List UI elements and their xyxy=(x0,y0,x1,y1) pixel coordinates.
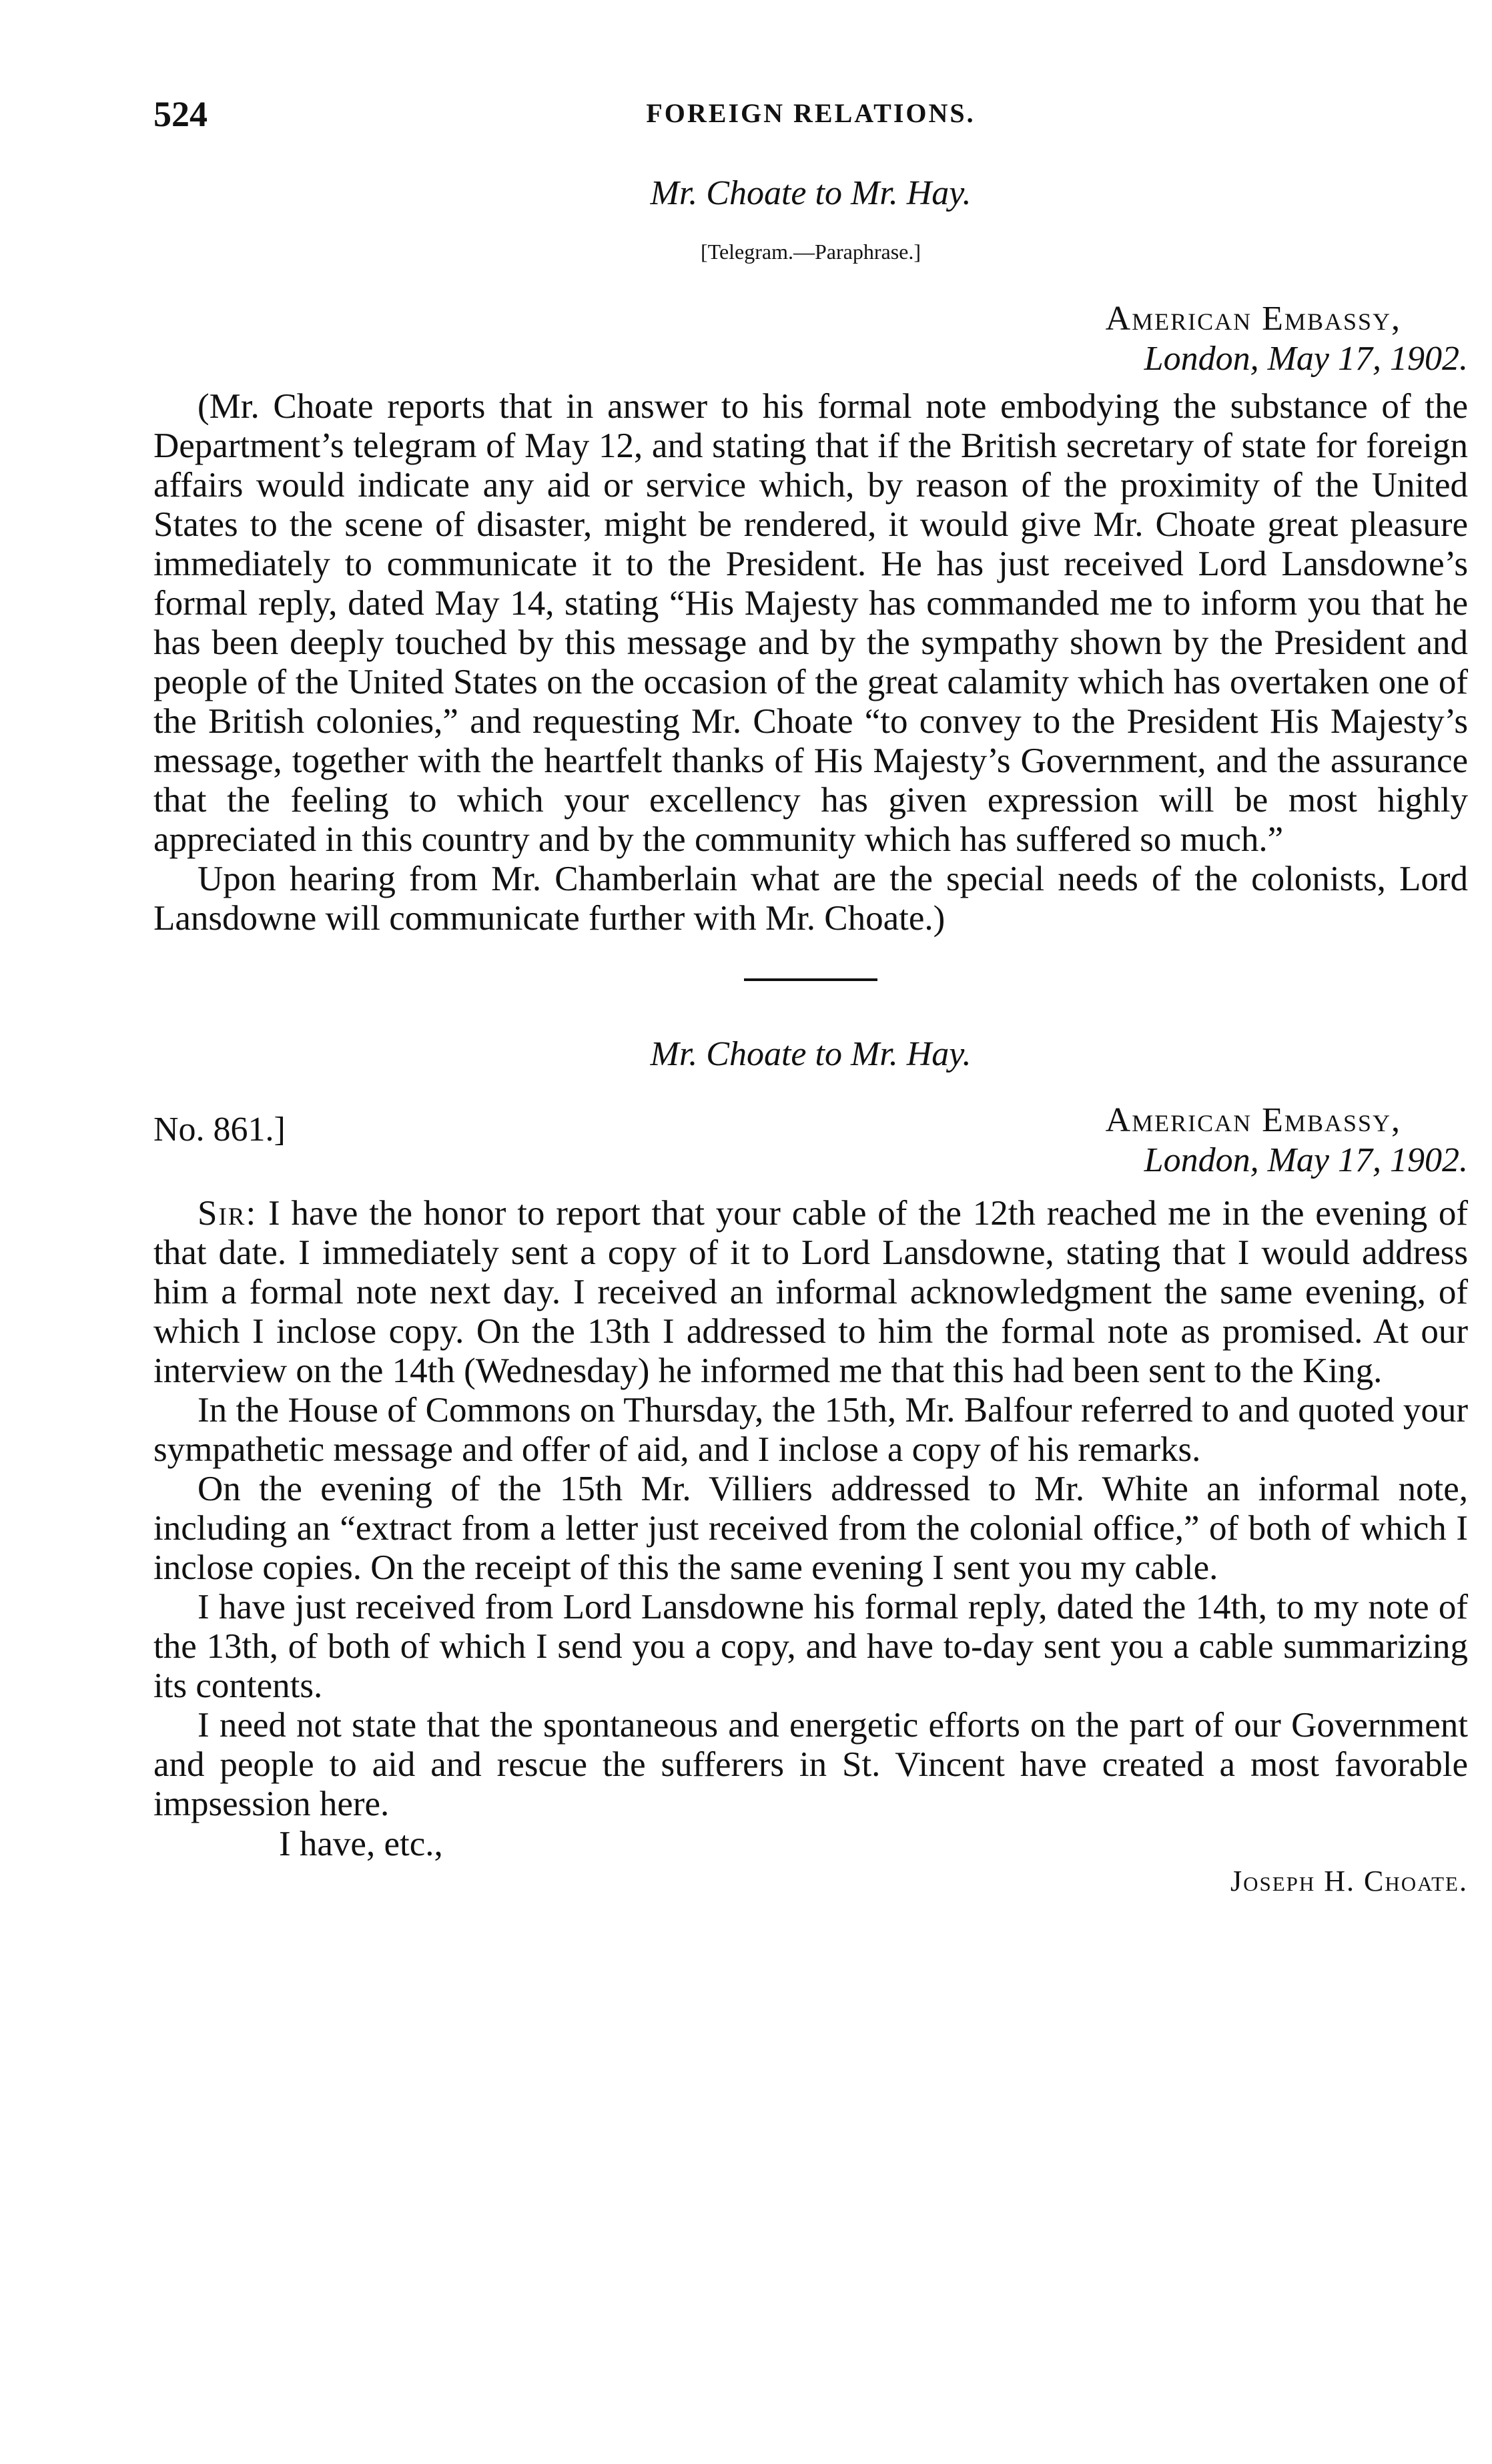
running-title: FOREIGN RELATIONS. xyxy=(646,98,976,128)
text-column xyxy=(153,93,1468,1898)
page-number: 524 xyxy=(153,94,208,134)
doc1-sender: American Embassy, xyxy=(1105,300,1401,338)
doc2-paragraph: I need not state that the spontaneous and energetic efforts on the part of our Government and people to aid and rescue the sufferers in St. Vincent have created a most favorable impsession here. xyxy=(153,1706,1468,1823)
doc2-first-paragraph-text: I have the honor to report that your cable of the 12th reached me in the evening of that date. I immediately sent a copy of it to Lord Lansdowne, stating that I would address him a formal note next day. I received an informal acknowledgment the same evening, of which I inclose copy. On the 13th I addressed to him the formal note as promised. At our interview on the 14th (Wednesday) he informed me that this had been sent to the King. xyxy=(153,1194,1468,1390)
doc2-body xyxy=(153,1194,1468,1824)
doc2-paragraph: I have just received from Lord Lansdowne his formal reply, dated the 14th, to my note of the 13th, of both of which I send you a copy, and have to-day sent you a cable summarizing its contents. xyxy=(153,1588,1468,1705)
doc1-paragraph: (Mr. Choate reports that in answer to his formal note embodying the substance of the Department’s telegram of May 12, and stating that if the British secretary of state for foreign affairs would indicate any aid or service which, by reason of the proximity of the United States to the scene of disaster, might be rendered, it would give Mr. Choate great pleasure immediately to communicate it to the President. He has just received Lord Lansdowne’s formal reply, dated May 14, stating “His Majesty has commanded me to inform you that he has been deeply touched by this message and by the sympathy shown by the President and people of the United States on the occasion of the great calamity which has overtaken one of the British colonies,” and requesting Mr. Choate “to convey to the President His Majesty’s message, together with the heartfelt thanks of His Majesty’s Government, and the assurance that the feeling to which your excellency has given expression will be most highly appreciated in this country and by the community which has suffered so much.” xyxy=(153,387,1468,859)
doc2-sender: American Embassy, xyxy=(1105,1101,1401,1139)
doc2-signature: Joseph H. Choate. xyxy=(1230,1865,1468,1897)
section-divider xyxy=(744,978,877,981)
doc2-header-row xyxy=(153,1101,1468,1181)
running-head xyxy=(153,93,1468,133)
doc2-paragraph: On the evening of the 15th Mr. Villiers addressed to Mr. White an informal note, including an “extract from a letter just received from the colonial office,” of both of which I inclose copies. On the receipt of this the same evening I sent you my cable. xyxy=(153,1470,1468,1587)
doc2-heading: Mr. Choate to Mr. Hay. xyxy=(650,1035,972,1073)
doc1-dateline xyxy=(153,299,1468,379)
doc2-salutation: Sir: xyxy=(198,1194,258,1233)
doc2-number: No. 861.] xyxy=(153,1111,286,1149)
doc2-closing: I have, etc., xyxy=(279,1825,443,1863)
doc2-dateline xyxy=(1106,1101,1468,1181)
doc1-note: [Telegram.—Paraphrase.] xyxy=(700,240,921,264)
doc2-paragraph: In the House of Commons on Thursday, the 15th, Mr. Balfour referred to and quoted your sympathetic message and offer of aid, and I inclose a copy of his remarks. xyxy=(153,1391,1468,1469)
doc1-heading: Mr. Choate to Mr. Hay. xyxy=(650,174,972,212)
doc2-first-paragraph xyxy=(153,1194,1468,1391)
doc2-place: London, May 17, 1902. xyxy=(1144,1141,1468,1179)
doc1-place: London, May 17, 1902. xyxy=(1144,340,1468,378)
doc1-body xyxy=(153,387,1468,938)
doc1-paragraph: Upon hearing from Mr. Chamberlain what are the special needs of the colonists, Lord Lansdowne will communicate further with Mr. Choate.) xyxy=(153,860,1468,938)
